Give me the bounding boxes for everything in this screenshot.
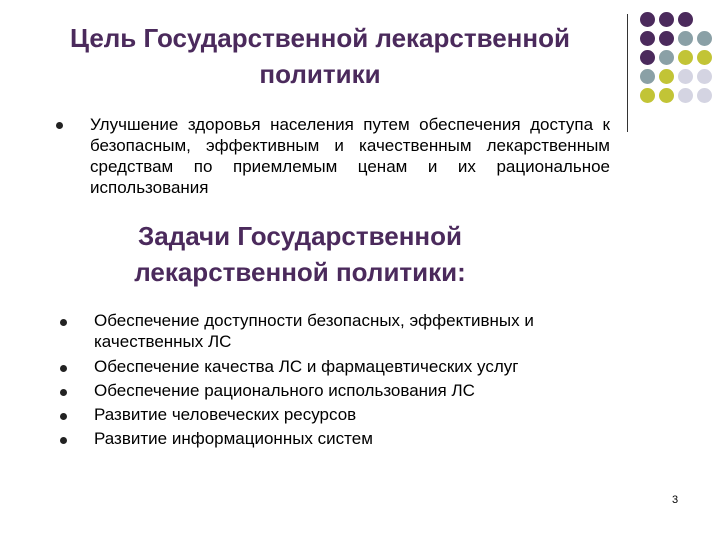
decorative-dot [678, 12, 693, 27]
bullet-icon [60, 319, 67, 326]
goal-text: Улучшение здоровья населения путем обеспечения доступа к безопасным, эффективным и качественным лекарственным средствам по приемлемым ценам и их рациональное использования [90, 115, 610, 197]
task-item: Обеспечение качества ЛС и фармацевтических услуг [94, 357, 519, 376]
decorative-dot [659, 88, 674, 103]
decorative-dot [678, 88, 693, 103]
decorative-dot [697, 12, 712, 27]
decorative-dot [697, 31, 712, 46]
title-tasks: Задачи Государственной лекарственной политики: [134, 221, 466, 287]
decorative-dot [678, 50, 693, 65]
decorative-dot [659, 31, 674, 46]
task-item: Развитие информационных систем [94, 429, 373, 448]
decorative-dot [640, 50, 655, 65]
task-item: Развитие человеческих ресурсов [94, 405, 357, 424]
decorative-dot [678, 69, 693, 84]
decorative-dot [697, 50, 712, 65]
decorative-dot [659, 12, 674, 27]
title-goal: Цель Государственной лекарственной политики [70, 23, 570, 89]
decorative-dot [697, 69, 712, 84]
bullet-icon [56, 122, 63, 129]
divider-line [627, 14, 628, 132]
decorative-dot [640, 69, 655, 84]
task-item: Обеспечение рационального использования ЛС [94, 381, 475, 400]
bullet-icon [60, 365, 67, 372]
bullet-icon [60, 437, 67, 444]
decorative-dot [640, 31, 655, 46]
bullet-icon [60, 413, 67, 420]
decorative-dot [697, 88, 712, 103]
decorative-dot [640, 12, 655, 27]
decorative-dot [640, 88, 655, 103]
decorative-dot [678, 31, 693, 46]
decorative-dot [659, 69, 674, 84]
page-number: 3 [672, 494, 679, 506]
task-item: Обеспечение доступности безопасных, эффективных и качественных ЛС [94, 311, 534, 351]
bullet-icon [60, 389, 67, 396]
decorative-dot [659, 50, 674, 65]
decorative-dot-grid [640, 12, 712, 103]
